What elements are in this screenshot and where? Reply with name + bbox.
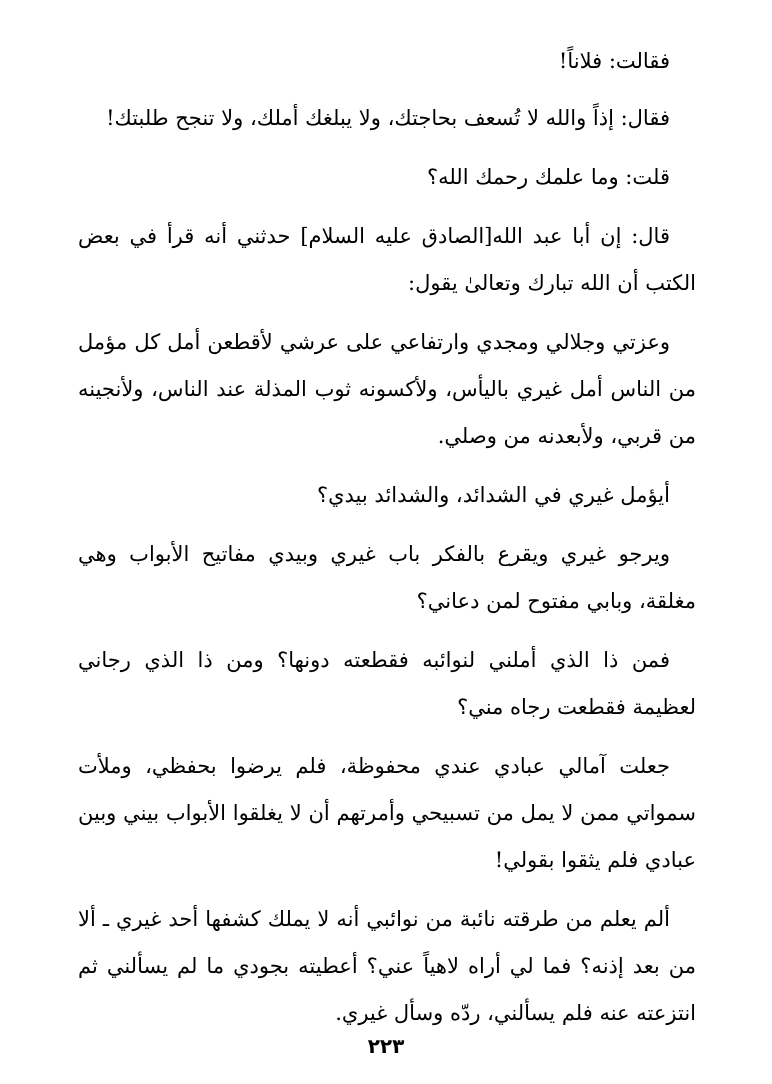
paragraph: وعزتي وجلالي ومجدي وارتفاعي على عرشي لأقطعن أمل كل مؤمل من الناس أمل غيري باليأس، ولأكسونه ثوب المذلة عند الناس، ولأنجينه من قربي، ولأبعدنه من وصلي. — [78, 330, 696, 448]
paragraph: فقالت: فلاناً! — [558, 49, 670, 73]
paragraph: ويرجو غيري ويقرع بالفكر باب غيري وبيدي مفاتيح الأبواب وهي مغلقة، وبابي مفتوح لمن دعاني؟ — [78, 542, 696, 613]
paragraph: فمن ذا الذي أملني لنوائبه فقطعته دونها؟ ومن ذا الذي رجاني لعظيمة فقطعت رجاه مني؟ — [78, 648, 696, 719]
page-number: ٢٢٣ — [367, 1034, 405, 1058]
paragraph: جعلت آمالي عبادي عندي محفوظة، فلم يرضوا بحفظي، وملأت سمواتي ممن لا يمل من تسبيحي وأمرتهم أن لا يغلقوا الأبواب بيني وبين عبادي فلم يثقوا بقولي! — [78, 754, 696, 872]
paragraph: فقال: إذاً والله لا تُسعف بحاجتك، ولا يبلغك أملك، ولا تنجح طلبتك! — [106, 106, 670, 130]
paragraph: قال: إن أبا عبد الله[الصادق عليه السلام] حدثني أنه قرأ في بعض الكتب أن الله تبارك وتعالىٰ يقول: — [78, 224, 696, 295]
paragraph: أيؤمل غيري في الشدائد، والشدائد بيدي؟ — [316, 483, 670, 507]
page-body — [78, 38, 696, 1049]
paragraph: قلت: وما علمك رحمك الله؟ — [426, 165, 670, 189]
paragraph: ألم يعلم من طرقته نائبة من نوائبي أنه لا يملك كشفها أحد غيري ـ ألا من بعد إذنه؟ فما لي أراه لاهياً عني؟ أعطيته بجودي ما لم يسألني ثم انتزعته عنه فلم يسألني، ردّه وسأل غيري. — [78, 907, 696, 1025]
